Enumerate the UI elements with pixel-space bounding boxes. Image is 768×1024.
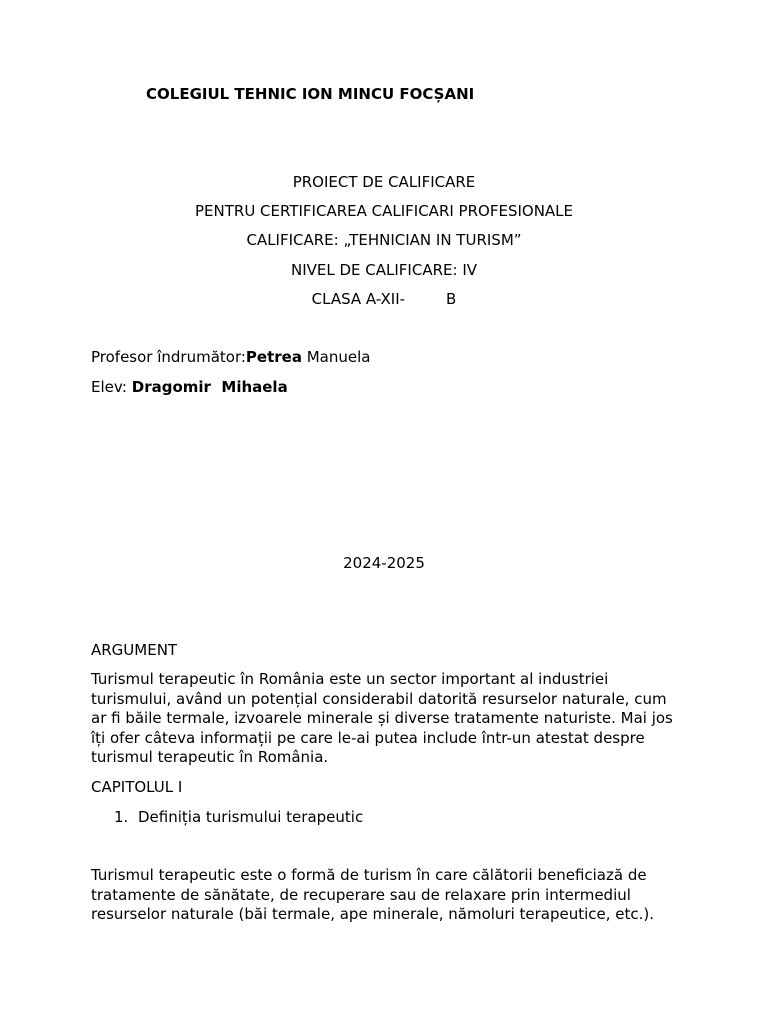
chapter-heading: CAPITOLUL I bbox=[91, 778, 183, 796]
argument-heading: ARGUMENT bbox=[91, 641, 178, 659]
certification-line: PENTRU CERTIFICAREA CALIFICARI PROFESIONALE bbox=[194, 202, 574, 220]
class-line bbox=[0, 289, 768, 309]
class-letter: B bbox=[446, 290, 457, 308]
teacher-first-name: Manuela bbox=[301, 348, 371, 366]
student-line bbox=[91, 377, 288, 397]
teacher-surname: Petrea bbox=[245, 348, 302, 366]
qualification-line: CALIFICARE: „TEHNICIAN IN TURISM” bbox=[246, 231, 522, 249]
class-prefix: CLASA A-XII- bbox=[311, 290, 406, 308]
student-label: Elev: bbox=[91, 378, 132, 396]
argument-paragraph: Turismul terapeutic în România este un sector important al industriei turismului, având un potențial considerabil datorită resurselor naturale, cum ar fi băile termale, izvoarele minerale și diverse tratamente naturiste. Mai jos îți ofer câteva informații pe care le-ai putea include într-un atestat despre turismul terapeutic în România. bbox=[91, 670, 673, 766]
school-year: 2024-2025 bbox=[343, 554, 425, 572]
teacher-label: Profesor îndrumător: bbox=[91, 348, 246, 366]
list-item-number: 1. bbox=[114, 808, 129, 826]
school-name: COLEGIUL TEHNIC ION MINCU FOCȘANI bbox=[146, 85, 475, 103]
definition-paragraph: Turismul terapeutic este o formă de turism în care călătorii beneficiază de tratamente de sănătate, de recuperare sau de relaxare prin intermediul resurselor naturale (băi termale, ape minerale, nămoluri terapeutice, etc.). bbox=[91, 866, 655, 923]
list-item-title: Definiția turismului terapeutic bbox=[138, 808, 364, 826]
teacher-line bbox=[91, 347, 370, 367]
project-title: PROIECT DE CALIFICARE bbox=[292, 173, 476, 191]
list-item bbox=[114, 807, 363, 827]
qualification-level: NIVEL DE CALIFICARE: IV bbox=[290, 261, 477, 279]
student-name: Dragomir Mihaela bbox=[131, 378, 288, 396]
